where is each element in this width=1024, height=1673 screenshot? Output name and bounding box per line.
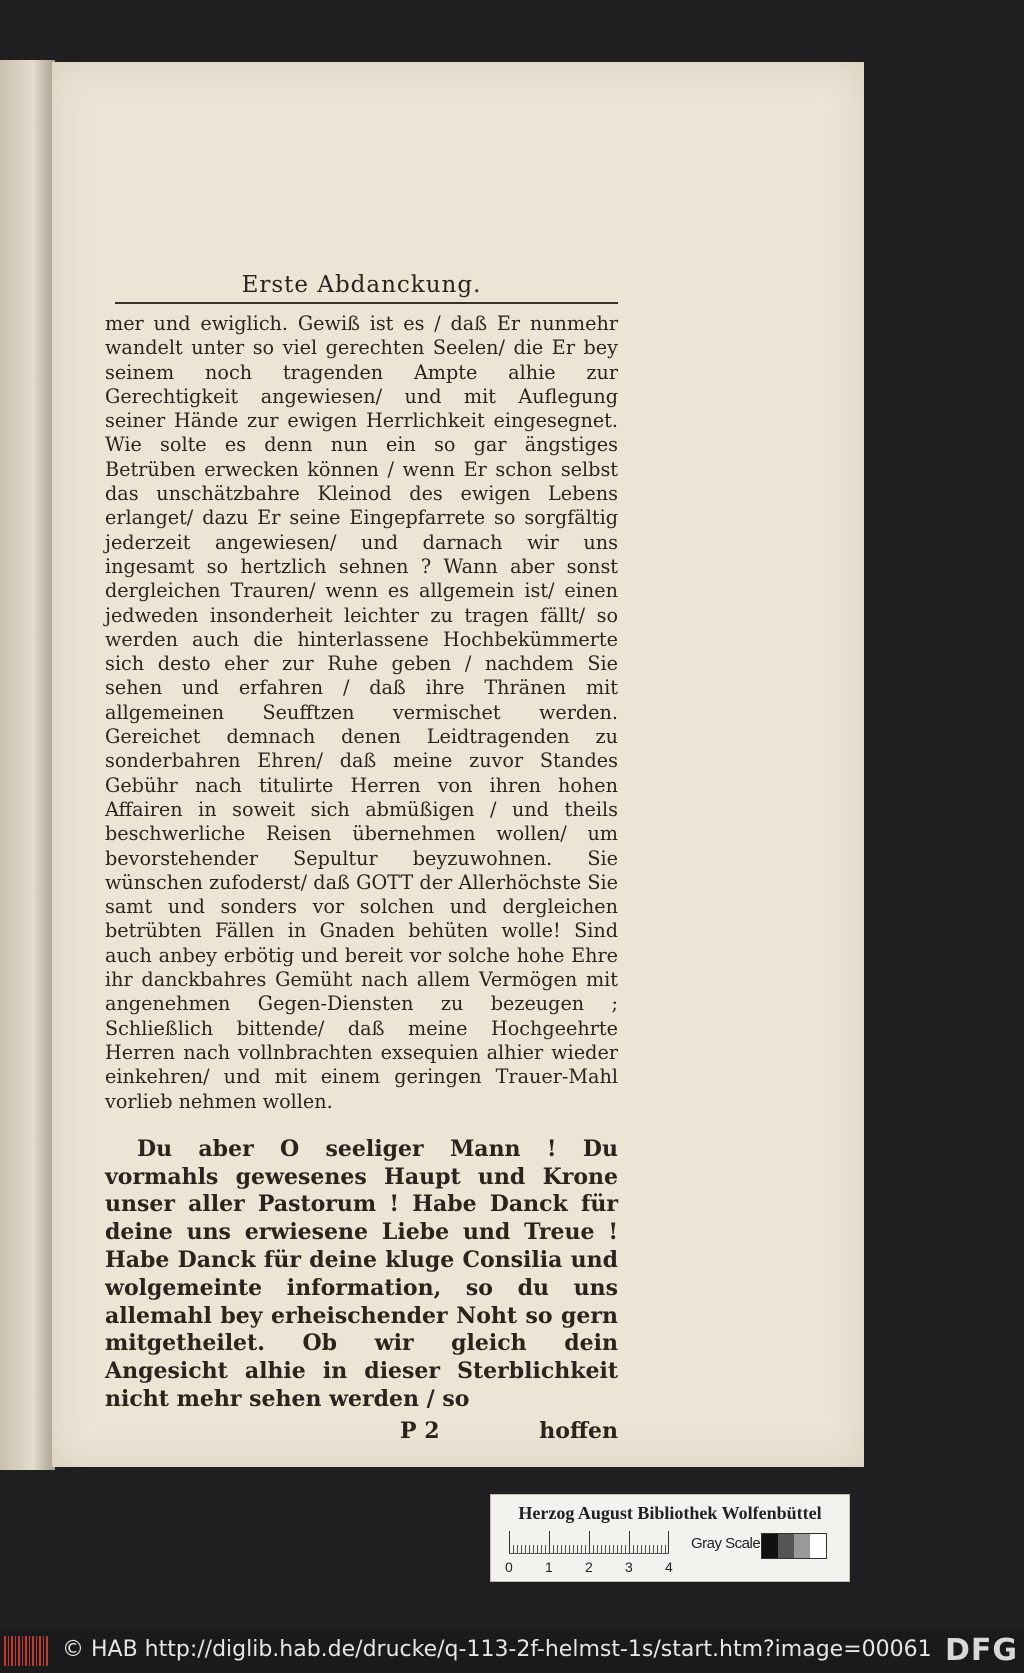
gray-scale-label: Gray Scale (691, 1535, 761, 1552)
ruler-number: 3 (625, 1559, 633, 1575)
ruler-tick (668, 1531, 669, 1553)
page-header (105, 268, 618, 304)
ruler-tick (629, 1531, 630, 1553)
running-title: Erste Abdanckung. (241, 272, 482, 298)
gray-swatch (794, 1534, 810, 1558)
signature-mark: P 2 (400, 1417, 440, 1444)
ruler-number: 4 (665, 1559, 673, 1575)
viewer-footer (0, 1630, 1024, 1673)
catchword: hoffen (539, 1417, 618, 1444)
ruler-tick (589, 1531, 590, 1553)
gray-scale-swatches (761, 1533, 827, 1559)
header-rule (115, 302, 618, 304)
source-url[interactable]: © HAB http://diglib.hab.de/drucke/q-113-2f-helmst-1s/start.htm?image=00061 (62, 1637, 932, 1662)
page-footer-line (105, 1418, 618, 1446)
color-calibration-card (490, 1494, 850, 1582)
ruler-number: 0 (505, 1559, 513, 1575)
ruler-tick (509, 1531, 510, 1553)
paragraph-2: Du aber O seeliger Mann ! Du vormahls gewesenes Haupt und Krone unser aller Pastorum ! Habe Danck für deine uns erwiesene Liebe und Treue ! Habe Danck für deine kluge Consilia und wolgemeinte information, so du uns allemahl bey erheischender Noht so gern mitgetheilet. Ob wir gleich dein Angesicht alhie in dieser Sterblichkeit nicht mehr sehen werden / so (105, 1135, 618, 1412)
ruler-number: 1 (545, 1559, 553, 1575)
facing-page-edge (0, 60, 55, 1470)
page-text-block (105, 268, 618, 1446)
ruler-number: 2 (585, 1559, 593, 1575)
gray-swatch (778, 1534, 794, 1558)
paragraph-1: mer und ewiglich. Gewiß ist es / daß Er nunmehr wandelt unter so viel gerechten Seelen/ die Er bey seinem noch tragenden Ampte alhie zur Gerechtigkeit angewiesen/ und mit Auflegung seiner Hände zur ewigen Herrlichkeit eingesegnet. Wie solte es denn nun ein so gar ängstiges Betrüben erwecken können / wenn Er schon selbst das unschätzbahre Kleinod des ewigen Lebens erlanget/ dazu Er seine Eingepfarrete so sorgfältig jederzeit angewiesen/ und darnach wir uns ingesamt so hertzlich sehnen ? Wann aber sonst dergleichen Trauren/ wenn es allgemein ist/ einen jedweden insonderheit leichter zu tragen fällt/ so werden auch die hinterlassene Hochbekümmerte sich desto eher zur Ruhe geben / nachdem Sie sehen und erfahren / daß ihre Thränen mit allgemeinen Seufftzen vermischet werden. Gereichet demnach denen Leidtragenden zu sonderbahren Ehren/ daß meine zuvor Standes Gebühr nach titulirte Herren von ihren hohen Affairen in soweit sich abmüßigen / und theils beschwerliche Reisen übernehmen wollen/ um bevorstehender Sepultur beyzuwohnen. Sie wünschen zufoderst/ daß GOTT der Allerhöchste Sie samt und sonders vor solchen und dergleichen betrübten Fällen in Gnaden behüten wolle! Sind auch anbey erbötig und bereit vor solche hohe Ehre ihr danckbahres Gemüht nach allem Vermögen mit angenehmen Gegen-Diensten zu bezeugen ; Schließlich bittende/ daß meine Hochgeehrte Herren nach vollnbrachten exsequien alhier wieder einkehren/ und mit einem geringen Trauer-Mahl vorlieb nehmen wollen. (105, 312, 618, 1113)
gray-swatch (762, 1534, 778, 1558)
scale-ruler (509, 1531, 669, 1554)
barcode-icon (4, 1636, 48, 1666)
dfg-logo: DFG (944, 1633, 1018, 1668)
ruler-tick (549, 1531, 550, 1553)
gray-swatch (810, 1534, 826, 1558)
library-name: Herzog August Bibliothek Wolfenbüttel (518, 1503, 822, 1523)
